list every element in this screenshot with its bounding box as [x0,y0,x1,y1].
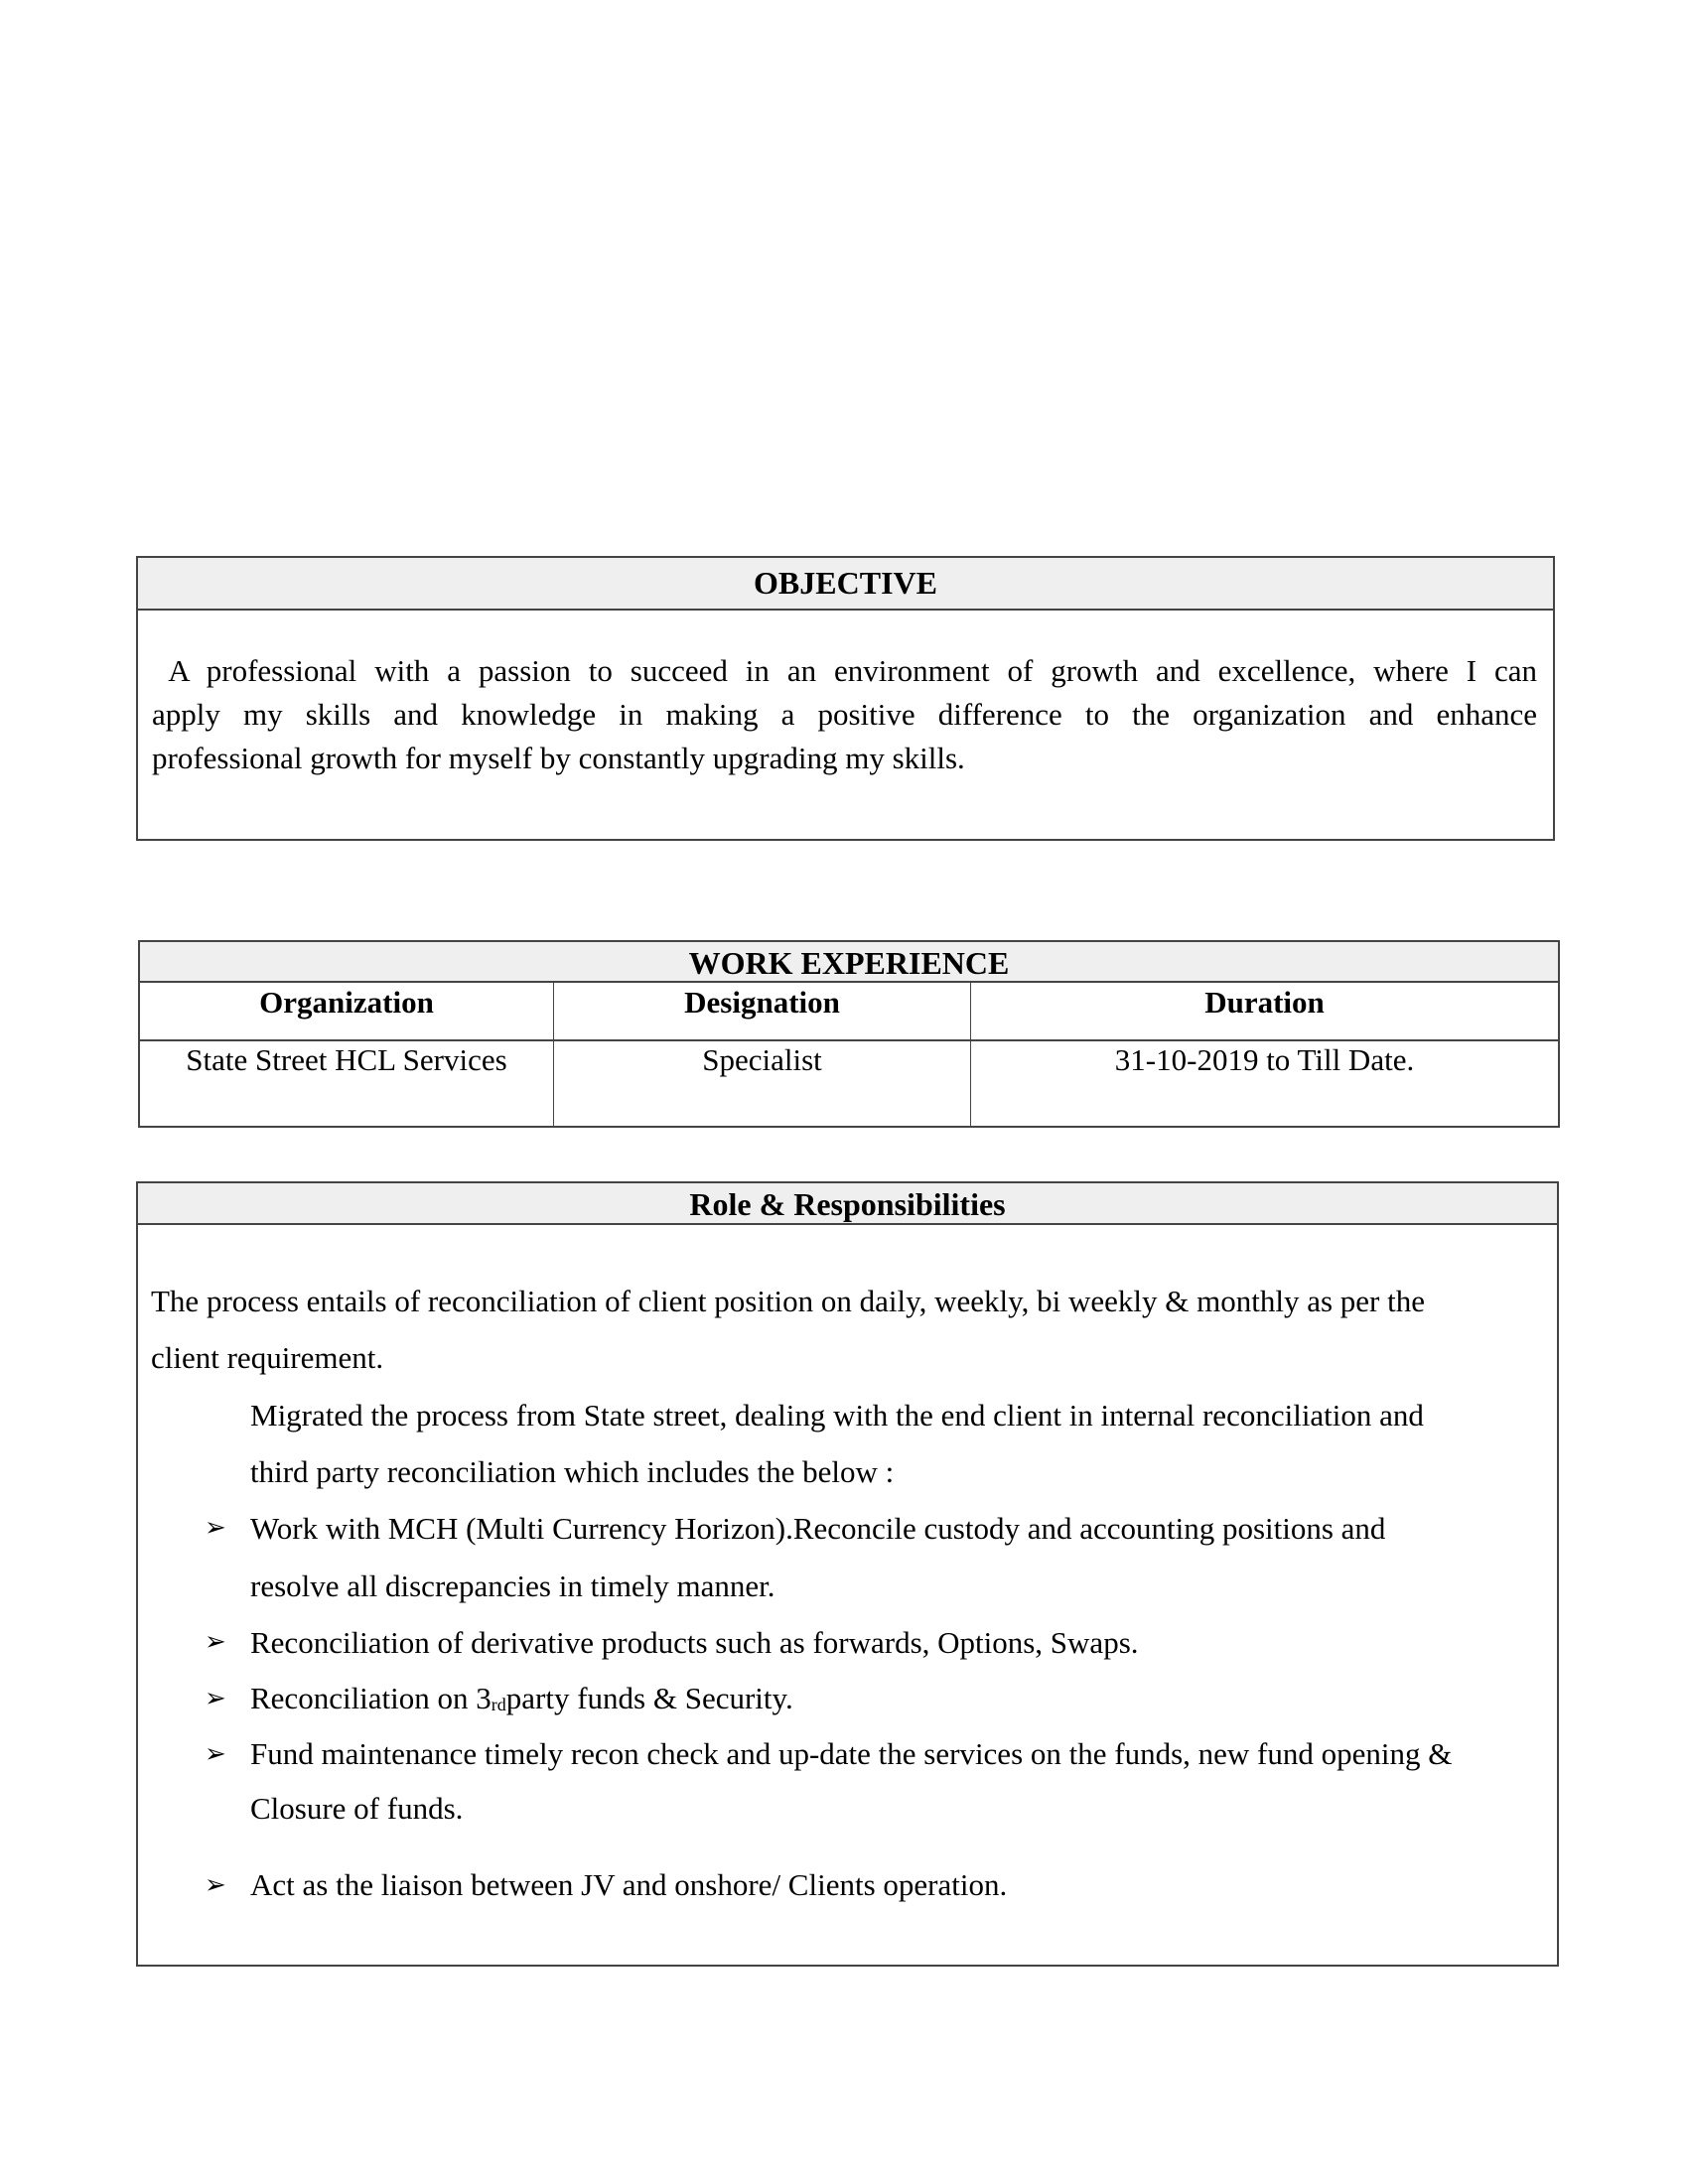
column-header-organization: Organization [140,983,554,1041]
work-experience-heading: WORK EXPERIENCE [140,942,1558,983]
roles-heading: Role & Responsibilities [138,1183,1557,1225]
ordinal-suffix: rd [491,1695,506,1714]
arrowhead-bullet-icon: ➢ [205,1739,226,1769]
intro-line: client requirement. [151,1340,384,1375]
objective-line: A professional with a passion to succeed in an environment of growth and excellence, where I can [152,653,1537,688]
arrowhead-bullet-icon: ➢ [205,1627,226,1657]
cell-organization: State Street HCL Services [140,1041,554,1126]
migrated-line: third party reconciliation which includes the below : [250,1454,895,1489]
column-header-duration: Duration [971,983,1558,1041]
objective-line: professional growth for myself by constantly upgrading my skills. [152,741,965,775]
work-experience-table [138,940,1560,1128]
cell-designation: Specialist [554,1041,971,1126]
bullet-line: Reconciliation of derivative products such as forwards, Options, Swaps. [250,1625,1139,1660]
objective-line: apply my skills and knowledge in making a positive difference to the organization and enhance [152,697,1537,732]
intro-line: The process entails of reconciliation of client position on daily, weekly, bi weekly & monthly as per the [151,1284,1426,1318]
column-header-designation: Designation [554,983,971,1041]
bullet-line [250,1683,793,1713]
bullet-text-pre: Reconciliation on 3 [250,1681,492,1715]
cell-duration: 31-10-2019 to Till Date. [1114,1042,1415,1077]
bullet-text-post: party funds & Security. [505,1681,793,1715]
bullet-line: resolve all discrepancies in timely manner. [250,1569,775,1603]
roles-section [136,1181,1559,1967]
migrated-line: Migrated the process from State street, dealing with the end client in internal reconciliation and [250,1398,1424,1433]
bullet-line: Closure of funds. [250,1791,464,1826]
arrowhead-bullet-icon: ➢ [205,1513,226,1543]
arrowhead-bullet-icon: ➢ [205,1684,226,1713]
objective-paragraph [152,649,1537,780]
bullet-line: Fund maintenance timely recon check and up-date the services on the funds, new fund opening & [250,1736,1453,1771]
objective-heading: OBJECTIVE [138,558,1553,611]
objective-section [136,556,1555,841]
bullet-line: Act as the liaison between JV and onshore/ Clients operation. [250,1867,1008,1902]
arrowhead-bullet-icon: ➢ [205,1870,226,1900]
bullet-line: Work with MCH (Multi Currency Horizon).Reconcile custody and accounting positions and [250,1511,1386,1546]
